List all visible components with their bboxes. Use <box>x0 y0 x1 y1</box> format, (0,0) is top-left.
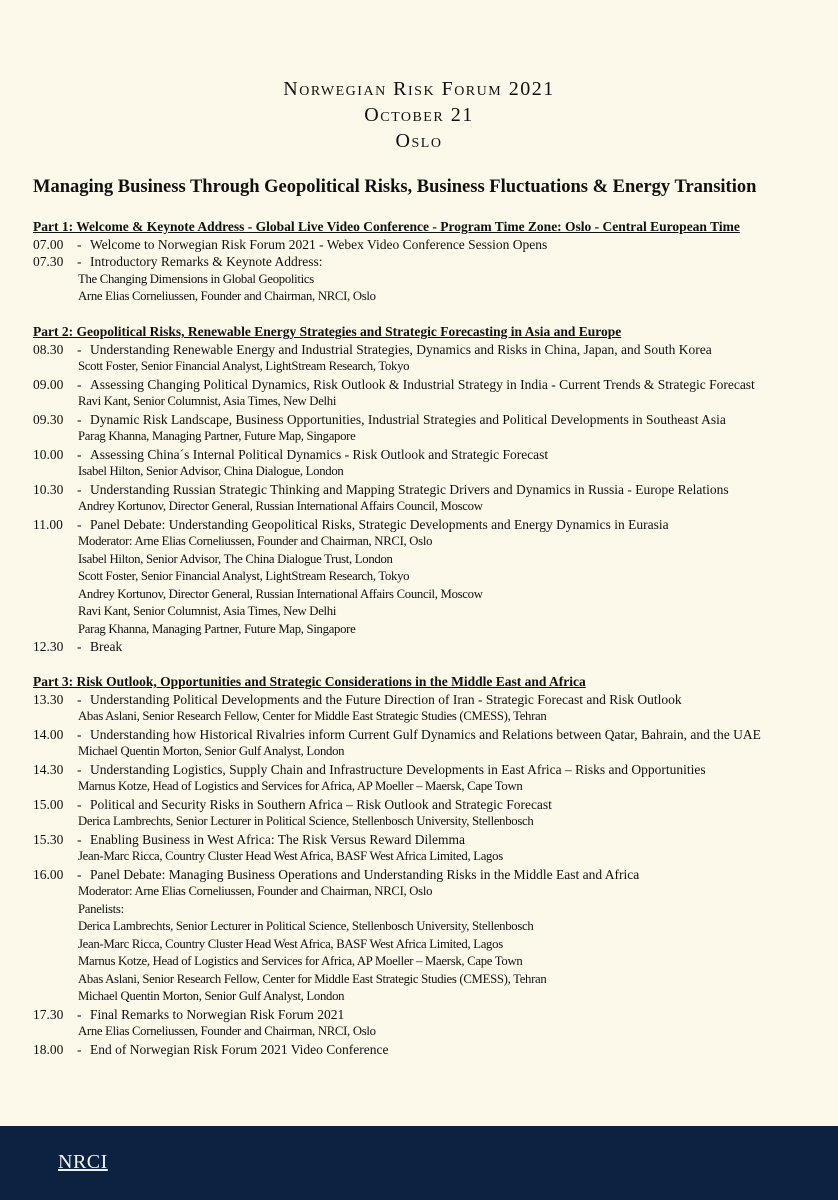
entry-title: Introductory Remarks & Keynote Address: <box>90 254 323 269</box>
time-separator: - <box>77 481 82 497</box>
section-title: Part 3: Risk Outlook, Opportunities and Strategic Considerations in the Middle East and Africa <box>33 674 586 689</box>
entry-detail: Derica Lambrechts, Senior Lecturer in Political Science, Stellenbosch University, Stellenbosch <box>78 919 534 933</box>
time-separator: - <box>77 446 82 462</box>
schedule-entry <box>33 831 833 866</box>
section-title: Part 2: Geopolitical Risks, Renewable Energy Strategies and Strategic Forecasting in Asia and Europe <box>33 324 622 339</box>
entry-title: Break <box>90 639 123 654</box>
schedule-entry <box>33 411 833 446</box>
entry-detail: Derica Lambrechts, Senior Lecturer in Political Science, Stellenbosch University, Stellenbosch <box>78 814 534 828</box>
entry-title: Understanding how Historical Rivalries inform Current Gulf Dynamics and Relations between Qatar, Bahrain, and the UAE <box>90 726 761 742</box>
footer-bar <box>0 1126 838 1200</box>
entry-title: Welcome to Norwegian Risk Forum 2021 - Webex Video Conference Session Opens <box>90 236 548 252</box>
time-separator: - <box>77 516 82 532</box>
entry-headline <box>33 253 833 271</box>
entry-time: 14.00 <box>33 726 64 742</box>
entry-time: 16.00 <box>33 866 64 882</box>
entry-headline <box>33 796 833 814</box>
entry-detail: Andrey Kortunov, Director General, Russian International Affairs Council, Moscow <box>78 499 483 513</box>
program-section-1 <box>33 218 833 306</box>
schedule-entry <box>33 1041 833 1059</box>
time-separator: - <box>77 691 82 707</box>
schedule-entry <box>33 376 833 411</box>
entry-title: End of Norwegian Risk Forum 2021 Video Conference <box>90 1041 389 1057</box>
program-section-2 <box>33 323 833 656</box>
entry-time: 12.30 <box>33 639 64 654</box>
schedule-entry <box>33 1006 833 1041</box>
entry-detail: Arne Elias Corneliussen, Founder and Chairman, NRCI, Oslo <box>78 1024 376 1038</box>
schedule-entry <box>33 236 833 254</box>
entry-time: 13.30 <box>33 691 64 707</box>
entry-headline <box>33 691 833 709</box>
entry-headline <box>33 481 833 499</box>
time-separator: - <box>77 726 82 742</box>
entry-detail: The Changing Dimensions in Global Geopolitics <box>78 271 314 286</box>
entry-headline <box>33 1041 833 1059</box>
entry-time: 09.30 <box>33 411 64 427</box>
entry-headline <box>33 1006 833 1024</box>
event-header <box>0 76 838 154</box>
schedule-entry <box>33 481 833 516</box>
entry-time: 11.00 <box>33 516 63 532</box>
entry-headline <box>33 236 833 254</box>
event-location: Oslo <box>395 130 443 152</box>
entry-detail: Abas Aslani, Senior Research Fellow, Center for Middle East Strategic Studies (CMESS), Tehran <box>78 709 547 723</box>
program-subtitle: Managing Business Through Geopolitical Risks, Business Fluctuations & Energy Transition <box>33 177 757 197</box>
time-separator: - <box>77 831 82 847</box>
time-separator: - <box>77 761 82 777</box>
nrci-logo-link[interactable]: NRCI <box>58 1151 108 1173</box>
entry-title: Political and Security Risks in Southern Africa – Risk Outlook and Strategic Forecast <box>90 796 552 812</box>
entry-detail: Marnus Kotze, Head of Logistics and Services for Africa, AP Moeller – Maersk, Cape Town <box>78 779 523 793</box>
schedule-entry <box>33 761 833 796</box>
schedule-entry <box>33 516 833 639</box>
program-section-3 <box>33 673 833 1058</box>
entry-time: 10.00 <box>33 446 64 462</box>
entry-time: 08.30 <box>33 341 64 357</box>
entry-detail: Michael Quentin Morton, Senior Gulf Analyst, London <box>78 989 345 1003</box>
section-title: Part 1: Welcome & Keynote Address - Global Live Video Conference - Program Time Zone: Oslo - Central European Time <box>33 219 740 234</box>
entry-detail: Jean-Marc Ricca, Country Cluster Head West Africa, BASF West Africa Limited, Lagos <box>78 936 503 951</box>
entry-detail: Scott Foster, Senior Financial Analyst, LightStream Research, Tokyo <box>78 359 410 373</box>
time-separator: - <box>77 236 82 252</box>
entry-time: 07.00 <box>33 236 64 252</box>
entry-headline <box>33 866 833 884</box>
entry-headline <box>33 411 833 429</box>
entry-time: 07.30 <box>33 254 64 269</box>
program-schedule <box>33 218 833 1076</box>
event-date: October 21 <box>364 104 474 126</box>
entry-title: Panel Debate: Managing Business Operations and Understanding Risks in the Middle East and Africa <box>90 866 640 882</box>
time-separator: - <box>77 341 82 357</box>
entry-title: Final Remarks to Norwegian Risk Forum 2021 <box>90 1006 345 1022</box>
entry-headline <box>33 761 833 779</box>
event-title: Norwegian Risk Forum 2021 <box>283 78 555 100</box>
entry-detail: Jean-Marc Ricca, Country Cluster Head West Africa, BASF West Africa Limited, Lagos <box>78 849 503 863</box>
entry-title: Assessing China´s Internal Political Dynamics - Risk Outlook and Strategic Forecast <box>90 446 549 462</box>
entry-headline <box>33 831 833 849</box>
entry-time: 10.30 <box>33 481 64 497</box>
entry-detail: Arne Elias Corneliussen, Founder and Chairman, NRCI, Oslo <box>78 289 376 303</box>
schedule-entry <box>33 691 833 726</box>
entry-headline <box>33 376 833 394</box>
entry-time: 14.30 <box>33 761 64 777</box>
entry-detail: Michael Quentin Morton, Senior Gulf Analyst, London <box>78 744 345 758</box>
entry-detail: Isabel Hilton, Senior Advisor, China Dialogue, London <box>78 464 344 478</box>
time-separator: - <box>77 1006 82 1022</box>
entry-detail: Moderator: Arne Elias Corneliussen, Founder and Chairman, NRCI, Oslo <box>78 534 433 548</box>
schedule-entry <box>33 446 833 481</box>
entry-time: 15.30 <box>33 831 64 847</box>
entry-time: 18.00 <box>33 1041 64 1057</box>
entry-detail: Parag Khanna, Managing Partner, Future Map, Singapore <box>78 621 356 636</box>
entry-title: Understanding Logistics, Supply Chain and Infrastructure Developments in East Africa – Risks and Opportunities <box>90 761 706 777</box>
entry-headline <box>33 638 833 656</box>
entry-title: Dynamic Risk Landscape, Business Opportunities, Industrial Strategies and Political Developments in Southeast Asia <box>90 411 726 427</box>
entry-detail: Ravi Kant, Senior Columnist, Asia Times, New Delhi <box>78 394 337 408</box>
entry-headline <box>33 516 833 534</box>
time-separator: - <box>77 254 82 269</box>
entry-headline <box>33 726 833 744</box>
entry-detail: Moderator: Arne Elias Corneliussen, Founder and Chairman, NRCI, Oslo <box>78 884 433 898</box>
schedule-entry <box>33 253 833 306</box>
schedule-entry <box>33 726 833 761</box>
entry-detail: Ravi Kant, Senior Columnist, Asia Times, New Delhi <box>78 604 337 618</box>
schedule-entry <box>33 796 833 831</box>
time-separator: - <box>77 376 82 392</box>
time-separator: - <box>77 1041 82 1057</box>
entry-detail: Marnus Kotze, Head of Logistics and Services for Africa, AP Moeller – Maersk, Cape Town <box>78 954 523 968</box>
entry-detail: Andrey Kortunov, Director General, Russian International Affairs Council, Moscow <box>78 586 483 601</box>
entry-headline <box>33 446 833 464</box>
entry-detail: Isabel Hilton, Senior Advisor, The China Dialogue Trust, London <box>78 551 393 566</box>
schedule-entry <box>33 866 833 1006</box>
schedule-entry <box>33 341 833 376</box>
entry-title: Assessing Changing Political Dynamics, Risk Outlook & Industrial Strategy in India - Current Trends & Strategic Forecast <box>90 376 755 392</box>
entry-title: Understanding Renewable Energy and Industrial Strategies, Dynamics and Risks in China, Japan, and South Korea <box>90 341 712 357</box>
entry-headline <box>33 341 833 359</box>
entry-title: Understanding Russian Strategic Thinking and Mapping Strategic Drivers and Dynamics in Russia - Europe Relations <box>90 481 729 497</box>
entry-title: Panel Debate: Understanding Geopolitical Risks, Strategic Developments and Energy Dynamics in Eurasia <box>90 516 669 532</box>
entry-detail: Parag Khanna, Managing Partner, Future Map, Singapore <box>78 429 356 443</box>
time-separator: - <box>77 866 82 882</box>
entry-title: Enabling Business in West Africa: The Risk Versus Reward Dilemma <box>90 831 465 847</box>
entry-detail: Scott Foster, Senior Financial Analyst, LightStream Research, Tokyo <box>78 569 410 583</box>
entry-time: 15.00 <box>33 796 64 812</box>
time-separator: - <box>77 796 82 812</box>
time-separator: - <box>77 639 82 654</box>
entry-time: 09.00 <box>33 376 64 392</box>
entry-title: Understanding Political Developments and the Future Direction of Iran - Strategic Forecast and Risk Outlook <box>90 691 682 707</box>
entry-time: 17.30 <box>33 1006 64 1022</box>
entry-detail: Abas Aslani, Senior Research Fellow, Center for Middle East Strategic Studies (CMESS), Tehran <box>78 971 547 986</box>
entry-detail: Panelists: <box>78 901 124 916</box>
time-separator: - <box>77 411 82 427</box>
schedule-entry <box>33 638 833 656</box>
